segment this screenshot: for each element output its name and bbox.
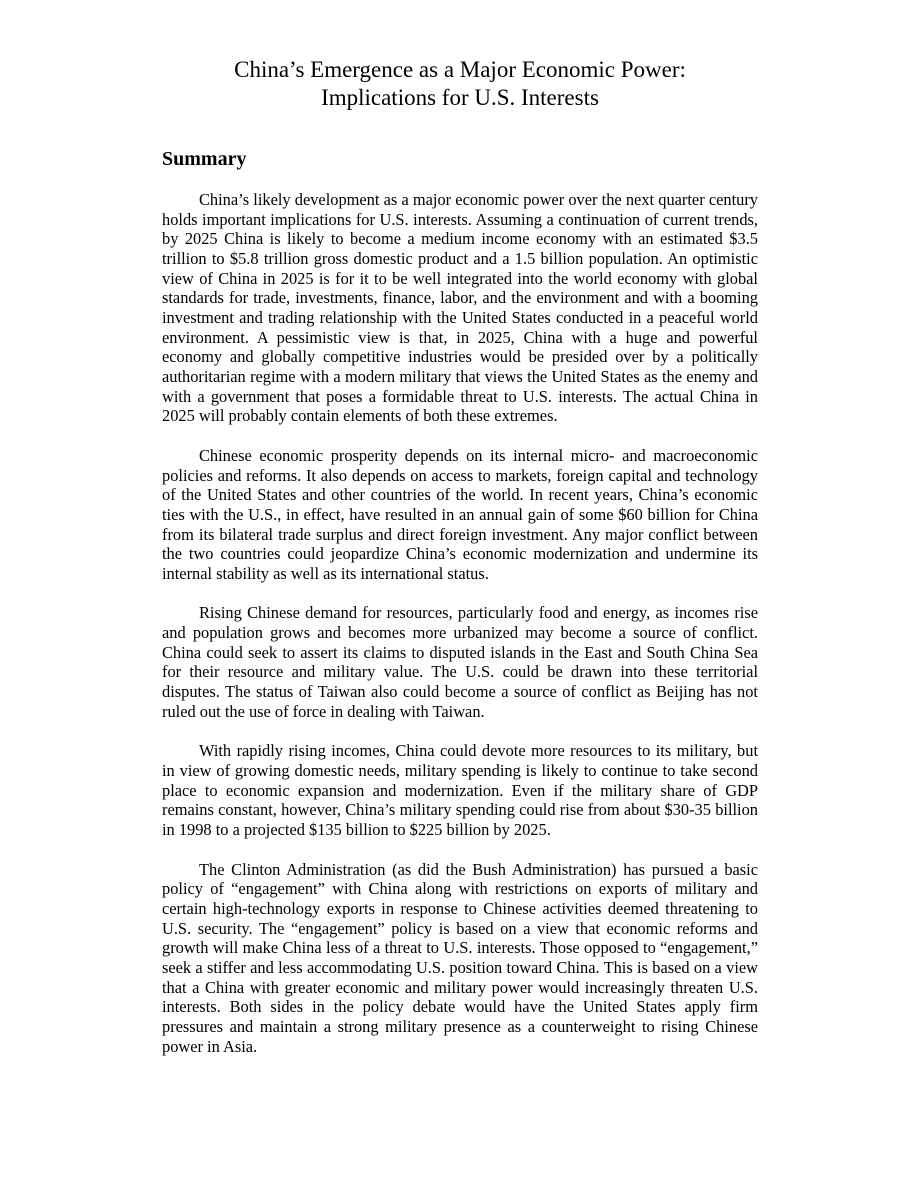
paragraph: Chinese economic prosperity depends on its internal micro- and macroeconomic policies and reforms. It also depends on access to markets, foreign capital and technology of the United States and other countries of the world. In recent years, China’s economic ties with the U.S., in effect, have resulted in an annual gain of some $60 billion for China from its bilateral trade surplus and direct foreign investment. Any major conflict between the two countries could jeopardize China’s economic modernization and undermine its internal stability as well as its international status.	[162, 445, 758, 583]
paragraph: China’s likely development as a major economic power over the next quarter century holds important implications for U.S. interests. Assuming a continuation of current trends, by 2025 China is likely to become a medium income economy with an estimated $3.5 trillion to $5.8 trillion gross domestic product and a 1.5 billion population. An optimistic view of China in 2025 is for it to be well integrated into the world economy with global standards for trade, investments, finance, labor, and the environment and with a booming investment and trading relationship with the United States conducted in a peaceful world environment. A pessimistic view is that, in 2025, China with a huge and powerful economy and globally competitive industries would be presided over by a politically authoritarian regime with a modern military that views the United States as the enemy and with a government that poses a formidable threat to U.S. interests. The actual China in 2025 will probably contain elements of both these extremes.	[162, 190, 758, 426]
summary-body	[162, 190, 758, 1076]
section-heading: Summary	[162, 148, 247, 170]
paragraph: With rapidly rising incomes, China could devote more resources to its military, but in view of growing domestic needs, military spending is likely to continue to take second place to economic expansion and modernization. Even if the military share of GDP remains constant, however, China’s military spending could rise from about $30-35 billion in 1998 to a projected $135 billion to $225 billion by 2025.	[162, 741, 758, 840]
document-page	[162, 56, 758, 1056]
paragraph: The Clinton Administration (as did the Bush Administration) has pursued a basic policy of “engagement” with China along with restrictions on exports of military and certain high-technology exports in response to Chinese activities deemed threatening to U.S. security. The “engagement” policy is based on a view that economic reforms and growth will make China less of a threat to U.S. interests. Those opposed to “engagement,” seek a stiffer and less accommodating U.S. position toward China. This is based on a view that a China with greater economic and military power would increasingly threaten U.S. interests. Both sides in the policy debate would have the United States apply firm pressures and maintain a strong military presence as a counterweight to rising Chinese power in Asia.	[162, 859, 758, 1056]
document-title	[162, 56, 758, 112]
paragraph: Rising Chinese demand for resources, particularly food and energy, as incomes rise and population grows and becomes more urbanized may become a source of conflict. China could seek to assert its claims to disputed islands in the East and South China Sea for their resource and military value. The U.S. could be drawn into these territorial disputes. The status of Taiwan also could become a source of conflict as Beijing has not ruled out the use of force in dealing with Taiwan.	[162, 603, 758, 721]
title-line-1: China’s Emergence as a Major Economic Power:	[234, 57, 686, 82]
title-line-2: Implications for U.S. Interests	[321, 85, 599, 110]
